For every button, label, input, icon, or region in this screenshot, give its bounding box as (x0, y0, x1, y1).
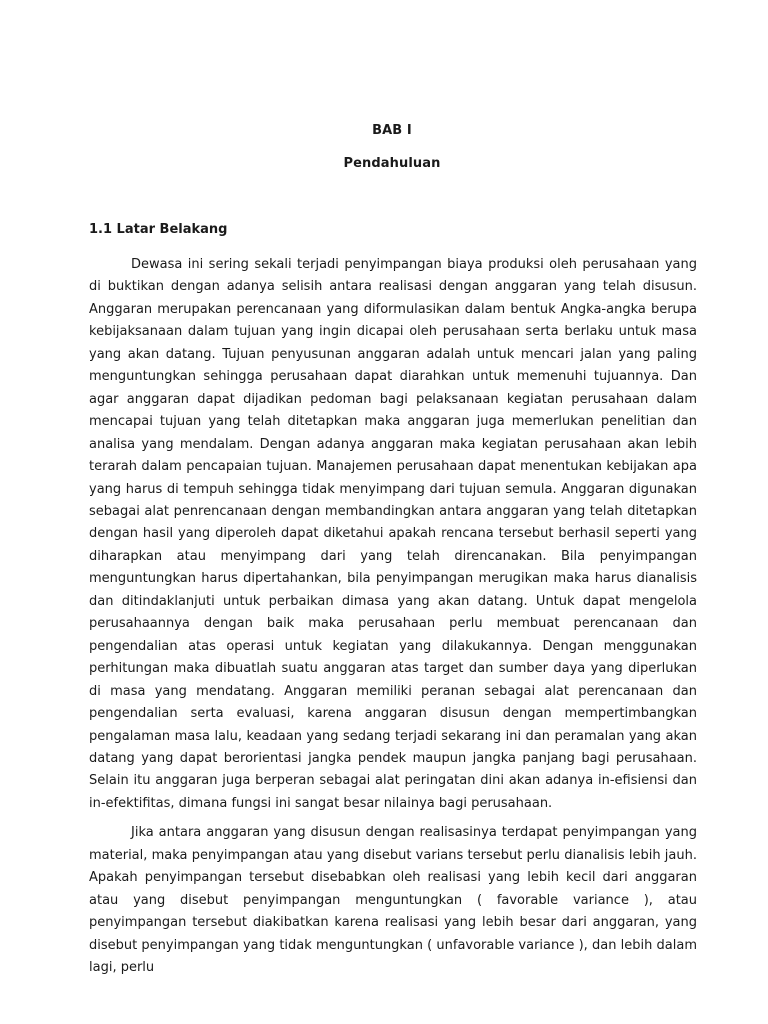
chapter-label: BAB I (372, 123, 412, 138)
paragraph-latar-belakang-2: Jika antara anggaran yang disusun dengan realisasinya terdapat penyimpangan yang material, maka penyimpangan atau yang disebut varians tersebut perlu dianalisis lebih jauh. Apakah penyimpangan tersebut disebabkan oleh realisasi yang lebih kecil dari anggaran atau yang disebut penyimpangan menguntungkan ( favorable variance ), atau penyimpangan tersebut diakibatkan karena realisasi yang lebih besar dari anggaran, yang disebut penyimpangan yang tidak menguntungkan ( unfavorable variance ), dan lebih dalam lagi, perlu (89, 825, 697, 976)
section-heading: 1.1 Latar Belakang (89, 222, 228, 237)
body-text (89, 254, 697, 987)
paragraph-latar-belakang-1: Dewasa ini sering sekali terjadi penyimpangan biaya produksi oleh perusahaan yang di buktikan dengan adanya selisih antara realisasi dengan anggaran yang telah disusun. Anggaran merupakan perencanaan yang diformulasikan dalam bentuk Angka-angka berupa kebijaksanaan dalam tujuan yang ingin dicapai oleh perusahaan serta berlaku untuk masa yang akan datang. Tujuan penyusunan anggaran adalah untuk mencari jalan yang paling menguntungkan sehingga perusahaan dapat diarahkan untuk memenuhi tujuannya. Dan agar anggaran dapat dijadikan pedoman bagi pelaksanaan kegiatan perusahaan dalam mencapai tujuan yang telah ditetapkan maka anggaran juga memerlukan penelitian dan analisa yang mendalam. Dengan adanya anggaran maka kegiatan perusahaan akan lebih terarah dalam pencapaian tujuan. Manajemen perusahaan dapat menentukan kebijakan apa yang harus di tempuh sehingga tidak menyimpang dari tujuan semula. Anggaran digunakan sebagai alat penrencanaan dengan membandingkan antara anggaran yang telah ditetapkan dengan hasil yang diperoleh dapat diketahui apakah rencana tersebut berhasil seperti yang diharapkan atau menyimpang dari yang telah direncanakan. Bila penyimpangan menguntungkan harus dipertahankan, bila penyimpangan merugikan maka harus dianalisis dan ditindaklanjuti untuk perbaikan dimasa yang akan datang. Untuk dapat mengelola perusahaannya dengan baik maka perusahaan perlu membuat perencanaan dan pengendalian atas operasi untuk kegiatan yang dilakukannya. Dengan menggunakan perhitungan maka dibuatlah suatu anggaran atas target dan sumber daya yang diperlukan di masa yang mendatang. Anggaran memiliki peranan sebagai alat perencanaan dan pengendalian serta evaluasi, karena anggaran disusun dengan mempertimbangkan pengalaman masa lalu, keadaan yang sedang terjadi sekarang ini dan peramalan yang akan datang yang dapat berorientasi jangka pendek maupun jangka panjang bagi perusahaan. Selain itu anggaran juga berperan sebagai alat peringatan dini akan adanya in-efisiensi dan in-efektifitas, dimana fungsi ini sangat besar nilainya bagi perusahaan. (89, 257, 697, 811)
chapter-title: Pendahuluan (343, 156, 441, 171)
